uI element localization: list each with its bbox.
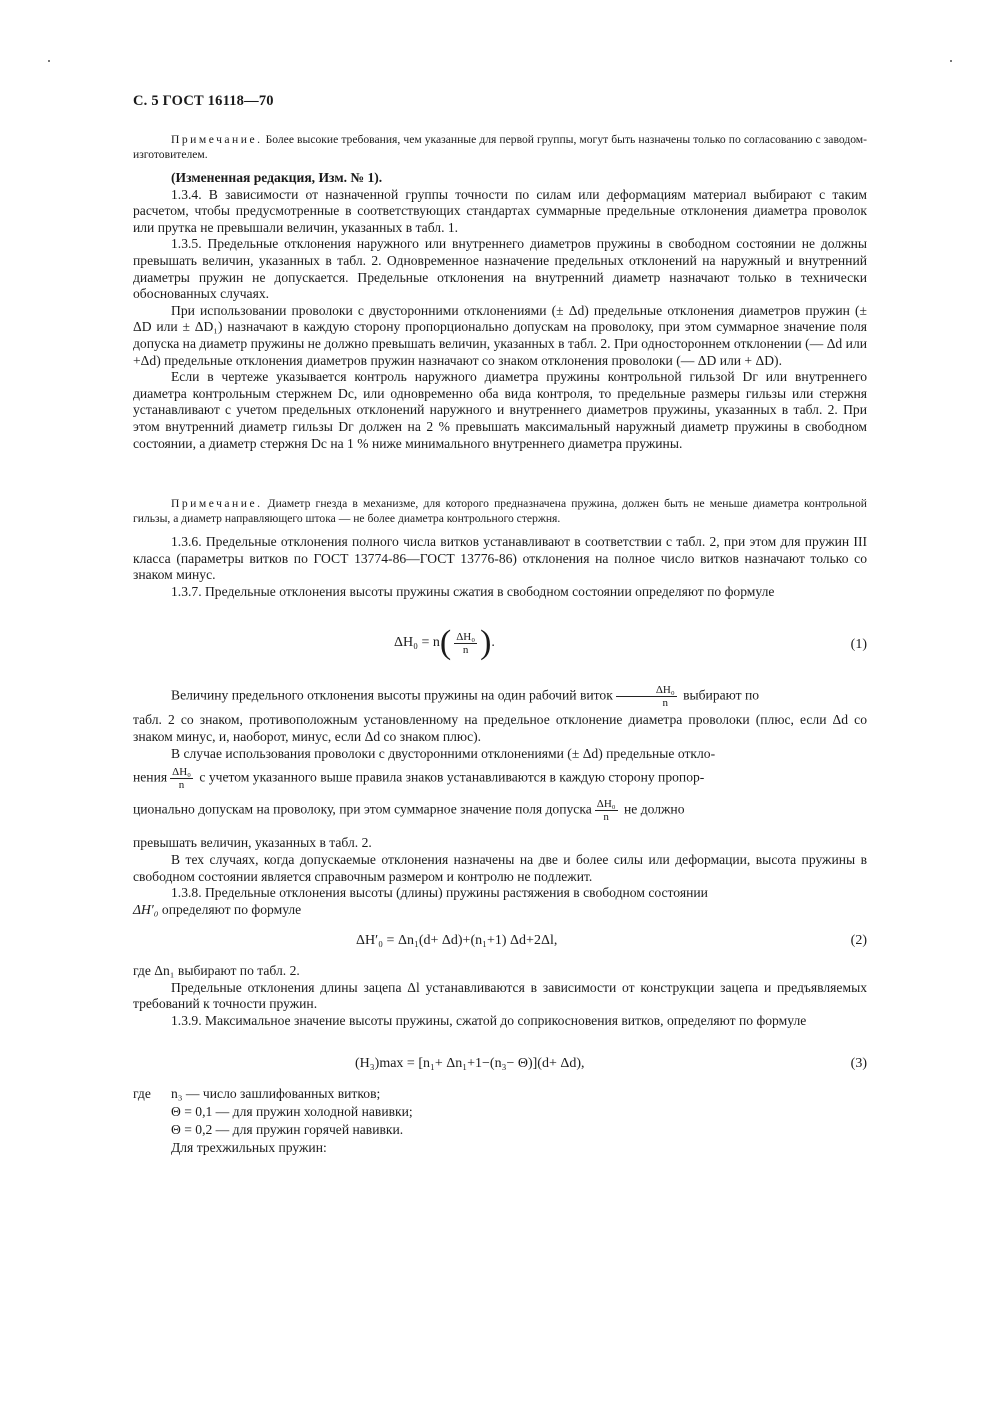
body-block-4 (133, 963, 867, 1029)
where-label: где (133, 1086, 151, 1101)
equation-number-3: (3) (850, 1056, 867, 1071)
paragraph-1-3-4: 1.3.4. В зависимости от назначенной группы точности по силам или деформациям материал выбирают с таким расчетом, чтобы предусмотренные в соответствующих стандартах суммарные предельные отклонения диаметра проволок или прутка не превышали величин, указанных в табл. 1. (133, 186, 867, 235)
note-label: Примечание. (171, 497, 263, 510)
case-line-4: превышать величин, указанных в табл. 2. (133, 835, 372, 850)
amendment-note: (Измененная редакция, Изм. № 1). (171, 170, 383, 185)
value-line-1: Величину предельного отклонения высоты пружины на один рабочий виток $\frac{\text{ΔH₀}}{n}$ выбирают по (171, 684, 760, 709)
formula-1-fraction: $\frac{\text{ΔH₀}}{n}$ (456, 630, 476, 656)
note-text: Диаметр гнезда в механизме, для которого предназначена пружина, должен быть не меньше диаметра контрольной гильзы, а диаметр направляющего штока — не более диаметра контрольного стержня. (133, 497, 867, 525)
equation-number-2: (2) (850, 933, 867, 948)
where-dn1: где Δn₁ выбирают по табл. 2. (133, 963, 300, 978)
case-line-2: нения $\frac{\text{ΔH₀}}{n}$ с учетом указанного выше правила знаков устанавливаются в каждую сторону пропор- (133, 766, 705, 791)
note-label: Примечание. (171, 133, 263, 146)
where-item: n₃ — число зашлифованных витков; (171, 1086, 381, 1101)
equation-number-1: (1) (850, 637, 867, 652)
formula-2: ΔH′₀ = Δn₁(d+ Δd)+(n₁+1) Δd+2Δl, (356, 933, 558, 948)
three-core-springs-heading: Для трехжильных пружин: (171, 1140, 327, 1155)
formula-1-lhs: ΔH₀ = n (394, 635, 440, 651)
paragraph-1-3-8: 1.3.8. Предельные отклонения высоты (длины) пружины растяжения в свободном состоянии (171, 885, 708, 901)
fraction-dh0-n: $\frac{\text{ΔH₀}}{n}$ (172, 766, 191, 791)
scan-speck (48, 60, 50, 62)
formula-1: ΔH₀ = n( $\frac{\text{ΔH₀}}{n}$ ). (394, 624, 495, 661)
where-item: Θ = 0,1 — для пружин холодной навивки; (171, 1104, 413, 1119)
formula-3: (H₃)max = [n₁+ Δn₁+1−(n₃− Θ)](d+ Δd), (355, 1056, 585, 1071)
note-1 (133, 133, 867, 162)
delta-h0-prime-symbol: ΔH′₀ (133, 901, 159, 917)
where-list (133, 1086, 867, 1103)
paragraph-wire-deviation: При использовании проволоки с двусторонними отклонениями (± Δd) предельные отклонения диаметров пружин (± ΔD или ± ΔD₁) назначают в каждую сторону пропорционально допускам на проволоку, при этом суммарное значение поля допуска на диаметр пружины не должно превышать величин, указанных в табл. 2. При одностороннем отклонении (— Δd или +Δd) предельные отклонения диаметров пружин назначают со знаком отклонения проволоки (— ΔD или + ΔD). (133, 302, 867, 368)
page-header: С. 5 ГОСТ 16118—70 (133, 93, 274, 109)
case-line-3: ционально допускам на проволоку, при этом суммарное значение поля допуска $\frac{\text{ΔH₀}}{n}$ не должно (133, 798, 685, 823)
note-text: Более высокие требования, чем указанные для первой группы, могут быть назначены только по согласованию с заводом-изготовителем. (133, 133, 867, 161)
paragraph-control-gauge: Если в чертеже указывается контроль наружного диаметра пружины контрольной гильзой Dг или внутреннего диаметра контрольным стержнем Dс, или одновременно оба вида контроля, то предельные размеры гильзы или стержня устанавливают с учетом предельных отклонений наружного и внутреннего диаметров пружины, указанных в табл. 2. При этом внутренний диаметр гильзы Dг должен на 2 % превышать максимальный наружный диаметр пружины в свободном состоянии, а диаметр стержня Dс на 1 % ниже минимального внутреннего диаметра пружины. (133, 369, 867, 451)
paragraph-1-3-7: 1.3.7. Предельные отклонения высоты пружины сжатия в свободном состоянии определяют по формуле (171, 583, 775, 599)
paragraph-hook-length: Предельные отклонения длины зацепа Δl устанавливаются в зависимости от конструкции зацепа и предъявляемых требований к точности пружин. (133, 979, 867, 1012)
paragraph-1-3-5: 1.3.5. Предельные отклонения наружного или внутреннего диаметров пружины в свободном состоянии не должны превышать величин, указанных в табл. 2. Одновременное назначение предельных отклонений на наружный и внутренний диаметры пружин не допускается. Предельные отклонения на внутренний диаметр назначают только в технически обоснованных случаях. (133, 236, 867, 302)
body-block-1 (133, 170, 867, 452)
note-2 (133, 497, 867, 526)
paragraph-1-3-6: 1.3.6. Предельные отклонения полного числа витков устанавливают в соответствии с табл. 2, при этом для пружин III класса (параметры витков по ГОСТ 13774-86—ГОСТ 13776-86) отклонения на полное число витков назначают только со знаком минус. (133, 534, 867, 583)
value-paragraph: табл. 2 со знаком, противоположным установленному на предельное отклонение диаметра проволоки (плюс, если Δd со знаком минус, и, наоборот, минус, если Δd со знаком плюс). (133, 712, 867, 744)
fraction-dh0-n: $\frac{\text{ΔH₀}}{n}$ (596, 798, 616, 823)
body-block-3 (133, 852, 867, 918)
fraction-dh0-n: $\frac{\text{ΔH₀}}{n}$ (616, 684, 677, 709)
where-item: Θ = 0,2 — для пружин горячей навивки. (171, 1122, 404, 1137)
case-line-1: В случае использования проволоки с двусторонними отклонениями (± Δd) предельные откло- (171, 746, 716, 761)
paragraph-1-3-8-cont: определяют по формуле (161, 901, 302, 917)
paragraph-multiple-forces: В тех случаях, когда допускаемые отклонения назначены на две и более силы или деформации, высота пружины в свободном состоянии является справочным размером и контролю не подлежит. (133, 852, 867, 884)
paragraph-1-3-9: 1.3.9. Максимальное значение высоты пружины, сжатой до соприкосновения витков, определяют по формуле (171, 1012, 807, 1028)
scan-speck (950, 60, 952, 62)
body-block-2 (133, 534, 867, 600)
